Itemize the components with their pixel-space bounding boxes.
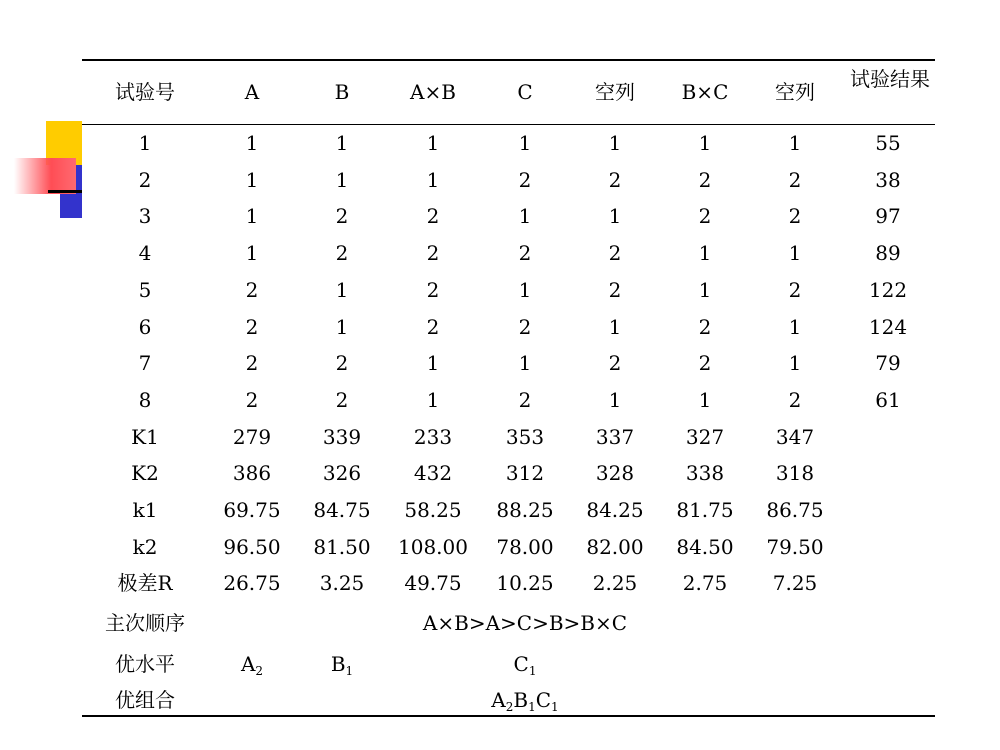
stat-cell: 326 (322, 461, 362, 486)
table-cell: 1 (518, 204, 532, 229)
table-cell: 6 (138, 314, 152, 339)
table-cell: 2 (138, 167, 152, 192)
stat-cell: 347 (775, 424, 815, 449)
decor-line (48, 190, 82, 193)
table-cell: 1 (426, 167, 440, 192)
stat-cell: 69.75 (223, 498, 281, 522)
stat-cell: 339 (322, 424, 362, 449)
header-cell: B×C (681, 80, 729, 104)
stat-cell: 386 (232, 461, 272, 486)
stat-cell: 79.50 (766, 534, 824, 559)
header-cell: C (517, 80, 533, 104)
table-cell: 1 (608, 131, 622, 155)
stat-cell: 86.75 (766, 498, 824, 522)
best-combo-value: $A_2B_1C_1$ (491, 688, 559, 714)
stat-cell: 328 (595, 461, 635, 486)
stat-cell: K2 (131, 461, 159, 486)
table-cell: 2 (788, 277, 802, 302)
table-cell: 89 (875, 241, 901, 266)
stat-cell: 338 (685, 461, 725, 486)
table-cell: 1 (608, 204, 622, 229)
table-cell: 124 (868, 314, 908, 339)
table-cell: 1 (426, 351, 440, 376)
table-cell: 2 (245, 351, 259, 376)
table-cell: 1 (245, 167, 259, 192)
table-cell: 2 (608, 167, 622, 192)
table-cell: 7 (138, 351, 152, 376)
decor-red-block (14, 158, 76, 194)
table-cell: 3 (138, 204, 152, 229)
table-cell: 1 (335, 277, 349, 302)
best-combo-label: 优组合 (115, 688, 175, 712)
stat-cell: 84.50 (676, 534, 734, 559)
best-level-label: 优水平 (115, 652, 175, 676)
stat-cell: 108.00 (398, 534, 468, 559)
stat-cell: 312 (505, 461, 545, 486)
stat-cell: 84.25 (586, 498, 644, 522)
table-cell: 2 (426, 277, 440, 302)
table-cell: 2 (698, 204, 712, 229)
table-cell: 2 (245, 314, 259, 339)
stat-cell: 7.25 (772, 571, 818, 596)
stat-cell: 26.75 (223, 571, 281, 596)
table-cell: 1 (788, 314, 802, 339)
table-cell: 2 (335, 351, 349, 376)
table-cell: 1 (335, 167, 349, 192)
table-cell: 38 (875, 167, 901, 192)
table-cell: 1 (698, 277, 712, 302)
table-cell: 61 (875, 387, 901, 412)
stat-cell: 2.25 (592, 571, 638, 596)
table-cell: 1 (138, 131, 152, 155)
stat-cell: 78.00 (496, 534, 554, 559)
table-cell: 1 (698, 131, 712, 155)
stat-cell: 10.25 (496, 571, 554, 596)
table-cell: 4 (138, 241, 152, 266)
stat-cell: 3.25 (319, 571, 365, 596)
table-cell: 2 (788, 387, 802, 412)
stat-cell: 432 (413, 461, 453, 486)
table-cell: 1 (245, 204, 259, 229)
table-cell: 2 (518, 167, 532, 192)
stat-cell: 318 (775, 461, 815, 486)
table-cell: 1 (608, 387, 622, 412)
table-cell: 1 (426, 387, 440, 412)
table-cell: 2 (518, 387, 532, 412)
stat-cell: 49.75 (404, 571, 462, 596)
table-cell: 2 (245, 387, 259, 412)
table-bottom-rule (82, 715, 935, 717)
table-cell: 1 (788, 131, 802, 155)
stat-cell: 327 (685, 424, 725, 449)
table-header-rule (82, 124, 935, 125)
stat-cell: 82.00 (586, 534, 644, 559)
stat-cell: 353 (505, 424, 545, 449)
stat-cell: 337 (595, 424, 635, 449)
stat-cell: 极差R (117, 571, 173, 596)
table-cell: 1 (245, 131, 259, 155)
table-cell: 1 (698, 241, 712, 266)
header-cell: 试验号 (115, 80, 175, 104)
stat-cell: 81.50 (313, 534, 371, 559)
table-cell: 1 (335, 131, 349, 155)
table-cell: 2 (608, 241, 622, 266)
best-level-c: $C_1$ (513, 652, 537, 678)
stat-cell: 96.50 (223, 534, 281, 559)
stat-cell: 84.75 (313, 498, 371, 522)
table-cell: 2 (788, 167, 802, 192)
table-cell: 2 (608, 351, 622, 376)
table-cell: 2 (426, 204, 440, 229)
table-cell: 1 (518, 131, 532, 155)
table-cell: 2 (335, 241, 349, 266)
stat-cell: 88.25 (496, 498, 554, 522)
table-cell: 97 (875, 204, 901, 229)
table-cell: 2 (518, 314, 532, 339)
table-cell: 2 (518, 241, 532, 266)
table-cell: 2 (698, 351, 712, 376)
table-cell: 2 (698, 167, 712, 192)
header-cell: 空列 (775, 80, 815, 104)
table-cell: 2 (608, 277, 622, 302)
table-cell: 2 (426, 314, 440, 339)
table-top-rule (82, 59, 935, 61)
table-cell: 1 (245, 241, 259, 266)
table-cell: 2 (335, 387, 349, 412)
table-cell: 2 (426, 241, 440, 266)
stat-cell: 2.75 (682, 571, 728, 596)
stat-cell: k1 (132, 498, 158, 522)
table-cell: 2 (788, 204, 802, 229)
stat-cell: 58.25 (404, 498, 462, 522)
table-cell: 1 (518, 277, 532, 302)
table-cell: 1 (788, 351, 802, 376)
table-cell: 2 (335, 204, 349, 229)
header-cell: B (334, 80, 350, 104)
stat-cell: 81.75 (676, 498, 734, 522)
header-cell: A (244, 80, 260, 104)
table-cell: 1 (788, 241, 802, 266)
table-cell: 2 (245, 277, 259, 302)
stat-cell: 279 (232, 424, 272, 449)
stat-cell: 233 (413, 424, 453, 449)
table-cell: 1 (335, 314, 349, 339)
table-cell: 2 (698, 314, 712, 339)
table-cell: 55 (875, 131, 901, 155)
table-cell: 122 (868, 277, 908, 302)
best-level-a: $A_2$ (240, 652, 264, 678)
table-cell: 1 (608, 314, 622, 339)
header-cell: 空列 (595, 80, 635, 104)
table-cell: 1 (698, 387, 712, 412)
best-level-b: $B_1$ (330, 652, 354, 678)
table-cell: 79 (875, 351, 901, 376)
table-cell: 5 (138, 277, 152, 302)
order-value: A×B>A>C>B>B×C (422, 611, 628, 635)
stat-cell: k2 (132, 534, 158, 559)
table-cell: 1 (426, 131, 440, 155)
header-cell: A×B (410, 80, 456, 104)
stat-cell: K1 (131, 424, 159, 449)
order-label: 主次顺序 (105, 611, 185, 635)
table-cell: 1 (518, 351, 532, 376)
header-cell: 试验结果 (850, 67, 930, 91)
table-cell: 8 (138, 387, 152, 412)
